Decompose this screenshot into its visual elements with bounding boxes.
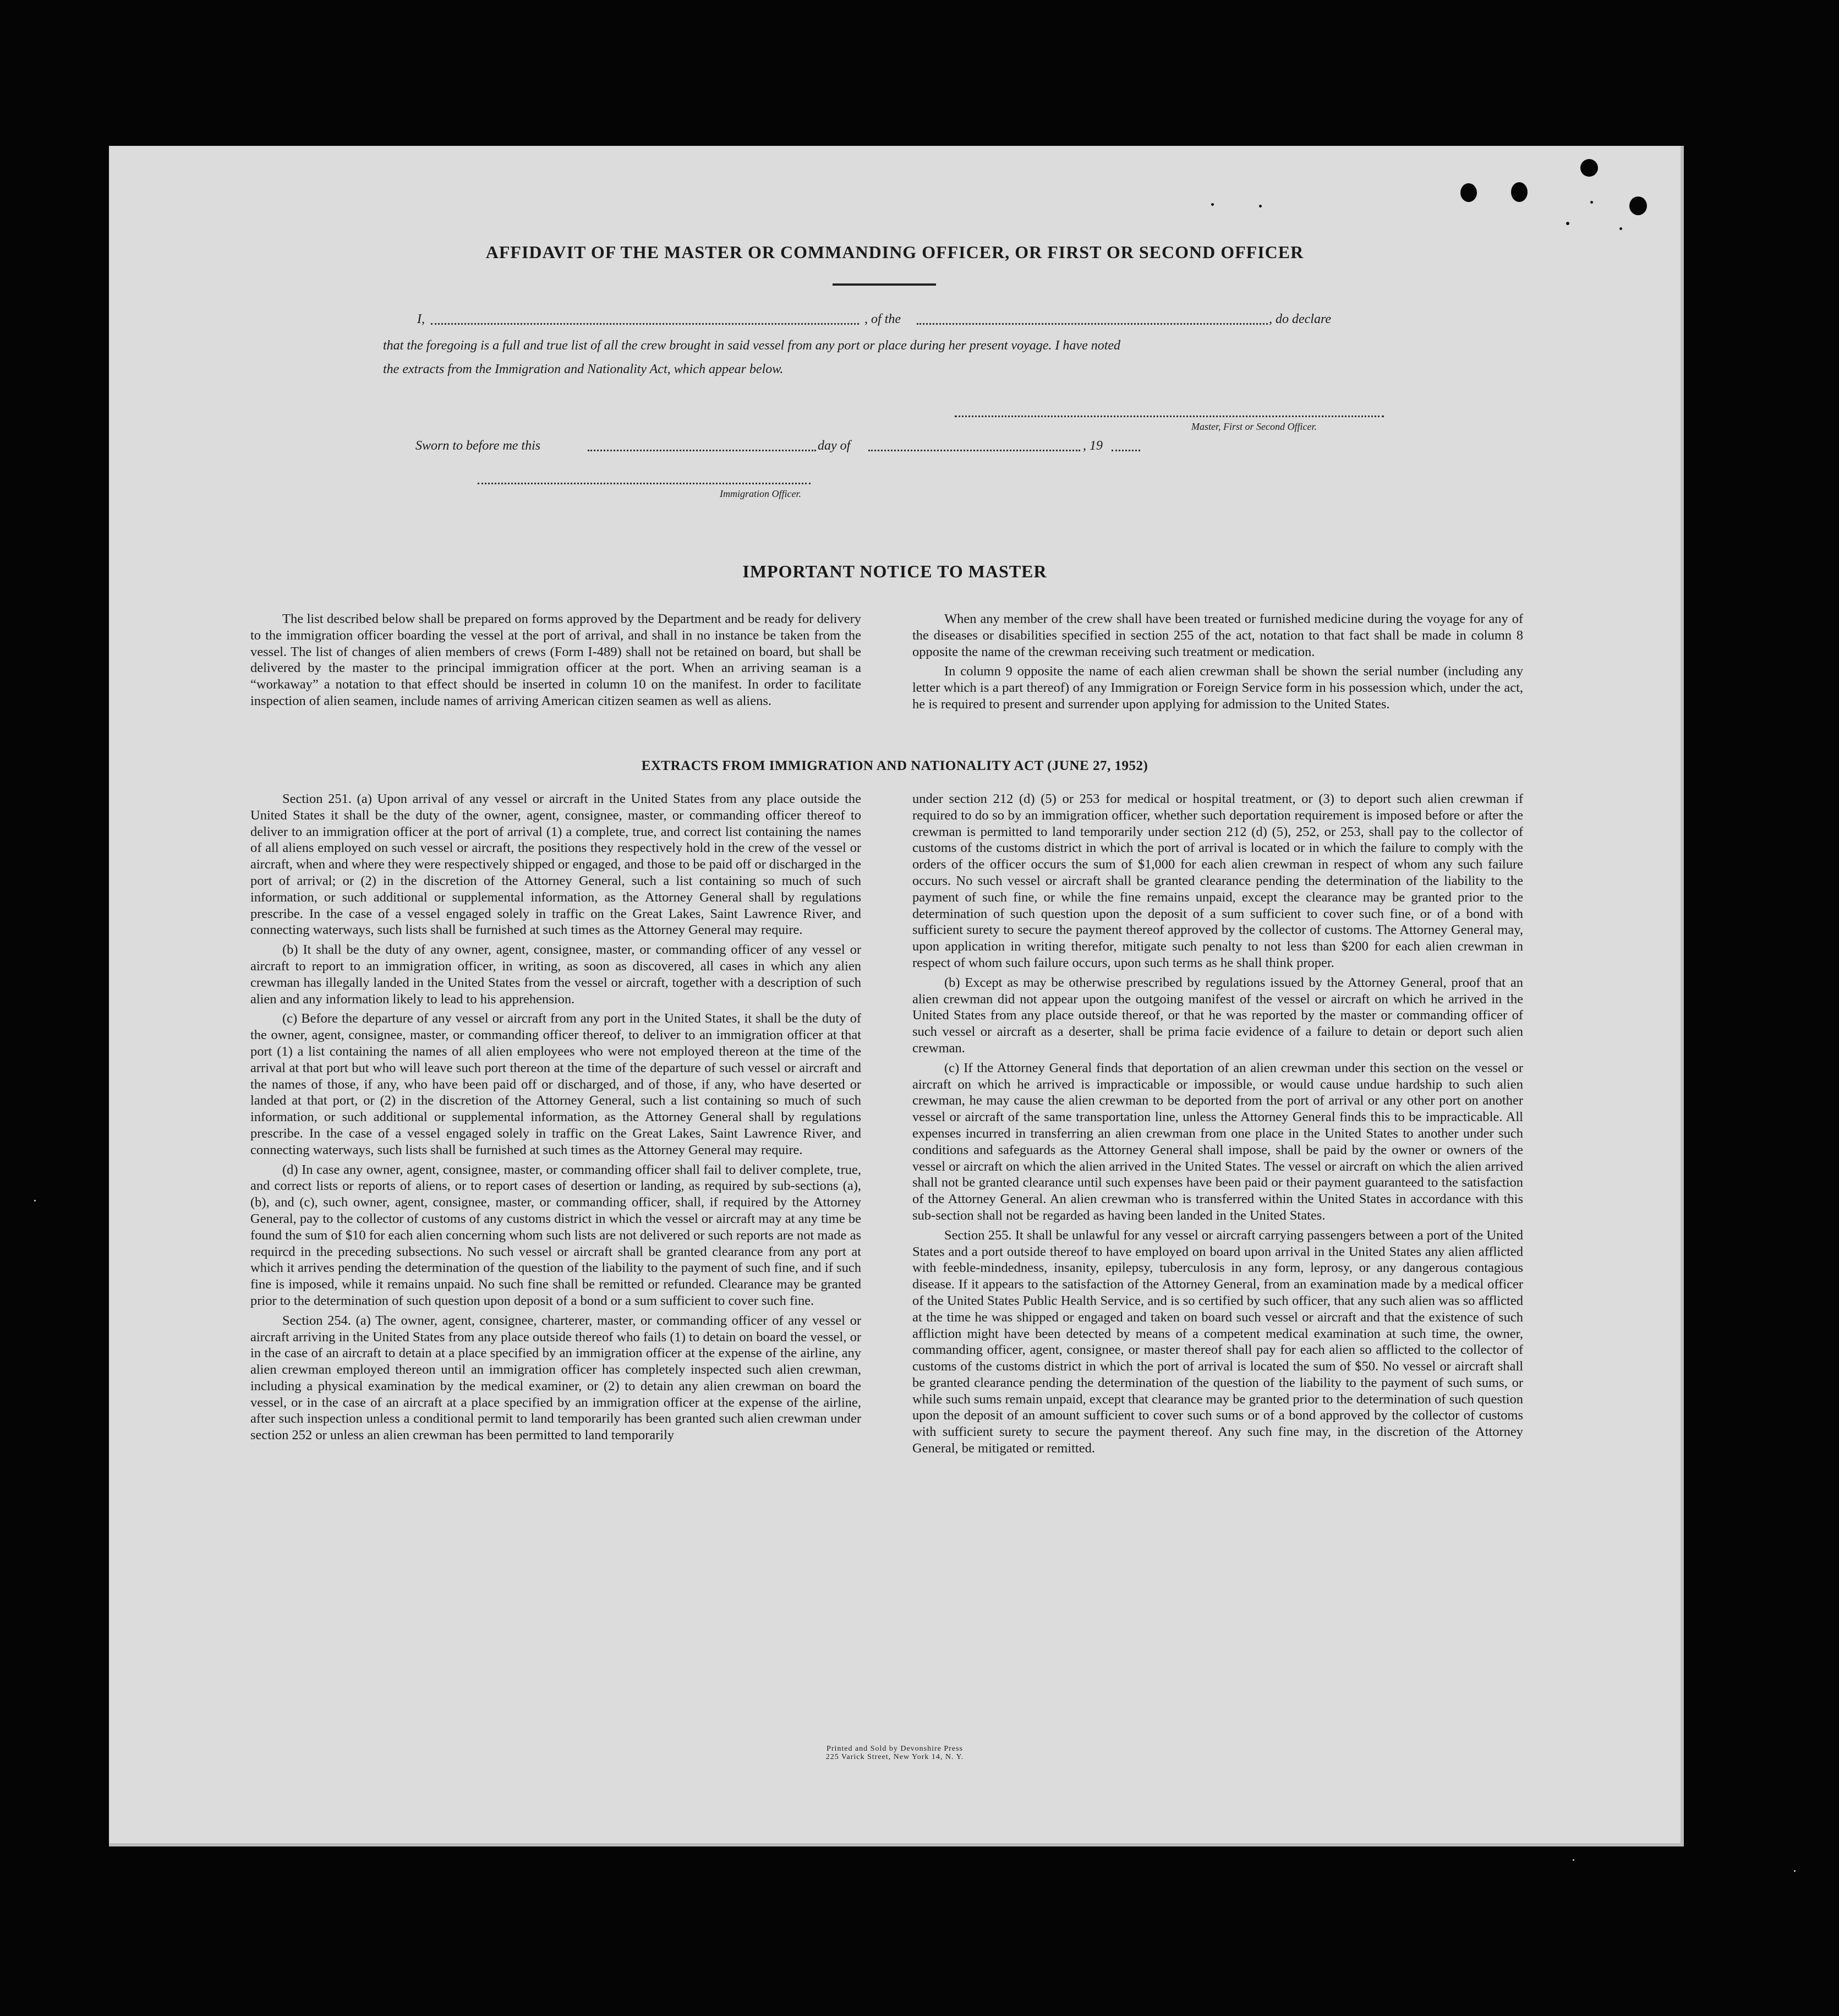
vessel-name-field[interactable] (917, 323, 1268, 325)
punch-hole (1580, 159, 1598, 177)
declarant-label: I, (417, 312, 425, 326)
punch-hole (1629, 196, 1647, 215)
do-declare-label: , do declare (1269, 312, 1332, 326)
background-speck (34, 1200, 36, 1201)
ink-speck (1590, 201, 1593, 204)
section-254a-continued-paragraph: under section 212 (d) (5) or 253 for medical or hospital treatment, or (3) to deport such alien crewman if required to do so by an immigration officer, whether such deportation requirement is imposed before or after the crewman is permitted to land temporarily under section 212 (d) (5), 252, or 253, shall pay to the collector of customs of the customs district in which the port of arrival is located or in which the failure to comply with the orders of the officer occurs the sum of $1,000 for each alien crewman in respect of whom any such failure occurs. No such vessel or aircraft shall be granted clearance pending the determination of the liability to the payment of such fine, or while the fine remains unpaid, except the clearance may be granted prior to the determination of such question upon the deposit of a sum sufficient to cover such fine, or of a bond with sufficient surety to secure the payment thereof approved by the collector of customs. The Attorney General may, upon application in writing therefor, mitigate such penalty to not less than $200 for each alien crewman in respect of whom such failure occurs, upon such terms as he shall think proper. (912, 791, 1523, 970)
printer-line-2: 225 Varick Street, New York 14, N. Y. (825, 1753, 964, 1761)
declaration-text-line-2: that the foregoing is a full and true list of all the crew brought in said vessel from any port or place during her present voyage. I have noted (383, 338, 1121, 353)
immigration-officer-label: Immigration Officer. (720, 488, 801, 499)
of-the-label: , of the (864, 312, 901, 326)
affidavit-title: AFFIDAVIT OF THE MASTER OR COMMANDING OFFICER, OR FIRST OR SECOND OFFICER (485, 242, 1304, 262)
ink-speck (1259, 205, 1262, 207)
immigration-officer-signature-field[interactable] (478, 483, 811, 484)
punch-hole (1511, 182, 1528, 202)
master-signature-field[interactable] (955, 416, 1384, 417)
extracts-right-column (912, 791, 1523, 1457)
declarant-name-field[interactable] (431, 323, 859, 325)
notice-paragraph: In column 9 opposite the name of each alien crewman shall be shown the serial number (including any letter which is a part thereof) of any Immigration or Foreign Service form in his possession which, under the act, he is required to present and surrender upon applying for admission to the United States. (912, 664, 1523, 712)
declaration-text-line-3: the extracts from the Immigration and Nationality Act, which appear below. (383, 362, 784, 376)
sworn-month-field[interactable] (868, 450, 1080, 451)
section-251c-paragraph: (c) Before the departure of any vessel or aircraft from any port in the United States, it shall be the duty of the owner, agent, consignee, master, or commanding officer thereof, to deliver to an immigration officer at that port (1) a list containing the names of all alien employees who were not employed thereon at the time of the arrival at that port but who will leave such port thereon at the time of the departure of such vessel or aircraft and the names of those, if any, who have been paid off or discharged, and of those, if any, who have deserted or landed at that port, or (2) in the discretion of the Attorney General, such a list containing so much of such information, or such additional or supplemental information, as the Attorney General shall by regulations prescribe. In the case of a vessel engaged solely in traffic on the Great Lakes, Saint Lawrence River, and connecting waterways, such lists shall be furnished at such times as the Attorney General may require. (250, 1011, 861, 1157)
day-of-label: day of (818, 439, 851, 453)
sworn-year-field[interactable] (1112, 450, 1140, 451)
year-label: , 19 (1083, 439, 1103, 453)
section-254c-paragraph: (c) If the Attorney General finds that deportation of an alien crewman under this section on the vessel or aircraft on which he arrived is impracticable or impossible, or would cause undue hardship to such alien crewman, he may cause the alien crewman to be deported from the port of arrival or any other port on another vessel or aircraft of the same transportation line, unless the Attorney General finds this to be impracticable. All expenses incurred in transferring an alien crewman from one place in the United States to another under such conditions and safeguards as the Attorney General shall impose, shall be paid by the owner or owners of the vessel or aircraft on which the alien arrived in the United States. The vessel or aircraft on which the alien arrived shall not be granted clearance until such expenses have been paid or their payment guaranteed to the satisfaction of the Attorney General. An alien crewman who is transferred within the United States in accordance with this sub-section shall not be regarded as having been landed in the United States. (912, 1060, 1523, 1223)
notice-paragraph: The list described below shall be prepared on forms approved by the Department and be ready for delivery to the immigration officer boarding the vessel at the port of arrival, and shall in no instance be taken from the vessel. The list of changes of alien members of crews (Form I-489) shall not be retained on board, but shall be delivered by the master to the principal immigration officer at the port. When an arriving seaman is a “workaway” a notation to that effect should be inserted in column 10 on the manifest. In order to facilitate inspection of alien seamen, include names of arriving American citizen seamen as well as aliens. (250, 611, 861, 708)
master-signature-label: Master, First or Second Officer. (1191, 421, 1317, 432)
notice-title: IMPORTANT NOTICE TO MASTER (742, 561, 1047, 581)
section-251d-paragraph: (d) In case any owner, agent, consignee, master, or commanding officer shall fail to deliver complete, true, and correct lists or reports of aliens, or to report cases of desertion or landing, as required by sub-sections (a), (b), and (c), such owner, agent, consignee, master, or commanding officer, shall, if required by the Attorney General, pay to the collector of customs of any customs district in which the vessel or aircraft may at any time be found the sum of $10 for each alien concerning whom such lists are not delivered or such reports are not made as requircd in the preceding subsections. No such vessel or aircraft shall be granted clearance from any port at which it arrives pending the determination of the question of the liability to the payment of such fine, and if such fine is imposed, while it remains unpaid. No such fine shall be remitted or refunded. Clearance may be granted prior to the determination of such question upon deposit of a bond or a sum sufficient to cover such fine. (250, 1162, 861, 1308)
notice-paragraph: When any member of the crew shall have been treated or furnished medicine during the voyage for any of the diseases or disabilities specified in section 255 of the act, notation to that fact shall be made in column 8 opposite the name of the crewman receiving such treatment or medication. (912, 611, 1523, 659)
ink-speck (1211, 203, 1214, 206)
extracts-title: EXTRACTS FROM IMMIGRATION AND NATIONALITY ACT (JUNE 27, 1952) (641, 758, 1148, 773)
extracts-left-column (250, 791, 861, 1444)
section-254a-paragraph: Section 254. (a) The owner, agent, consignee, charterer, master, or commanding officer of any vessel or aircraft arriving in the United States from any place outside thereof who fails (1) to detain on board the vessel, or in the case of an aircraft to detain at a place specified by an immigration officer at the expense of the airline, any alien crewman employed thereon until an immigration officer has completely inspected such alien crewman, including a physical examination by the medical examiner, or (2) to detain any alien crewman on board the vessel, or in the case of an aircraft at a place specified by an immigration officer at the expense of the airline, after such inspection unless a conditional permit to land temporarily has been granted such alien crewman under section 252 or unless an alien crewman has been permitted to land temporarily (250, 1313, 861, 1443)
notice-right-column (912, 611, 1523, 713)
notice-left-column (250, 611, 861, 709)
background-speck (1573, 1859, 1574, 1861)
section-251a-paragraph: Section 251. (a) Upon arrival of any vessel or aircraft in the United States from any place outside the United States it shall be the duty of the owner, agent, consignee, master, or commanding officer thereof to deliver to an immigration officer at the port of arrival (1) a complete, true, and correct list containing the names of all aliens employed on such vessel or aircraft, the positions they respectively hold in the crew of the vessel or aircraft, when and where they were respectively shipped or engaged, and those to be paid off or discharged in the port of arrival; or (2) in the discretion of the Attorney General, such a list containing so much of such information, or such additional or supplemental information, as the Attorney General shall by regulations prescribe. In the case of a vessel engaged solely in traffic on the Great Lakes, Saint Lawrence River, and connecting waterways, such lists shall be furnished at such times as the Attorney General may require. (250, 791, 861, 938)
printer-imprint (109, 1745, 1681, 1761)
background-speck (1794, 1870, 1796, 1872)
sworn-day-field[interactable] (588, 450, 816, 451)
document-page (109, 146, 1684, 1846)
ink-speck (1619, 227, 1622, 230)
punch-hole (1460, 183, 1477, 202)
ink-speck (1566, 222, 1569, 225)
sworn-label: Sworn to before me this (415, 439, 541, 453)
section-255-paragraph: Section 255. It shall be unlawful for any vessel or aircraft carrying passengers between a port of the United States and a port outside thereof to have employed on board upon arrival in the United States any alien afflicted with feeble-mindedness, insanity, epilepsy, tuberculosis in any form, leprosy, or any dangerous contagious disease. If it appears to the satisfaction of the Attorney General, from an examination made by a medical officer of the United States Public Health Service, and is so certified by such officer, that any such alien was so afflicted at the time he was shipped or engaged and taken on board such vessel or aircraft and that the existence of such affliction might have been detected by means of a competent medical examination at such time, the owner, commanding officer, agent, consignee, or master thereof shall pay for each alien so afflicted to the collector of customs of the customs district in which the port of arrival is located the sum of $50. No vessel or aircraft shall be granted clearance pending the determination of the question of the liability to the payment of such sums, or while such sums remain unpaid, except that clearance may be granted prior to the determination of such question upon the deposit of an amount sufficient to cover such sums or of a bond approved by the collector of customs with sufficient surety to secure the payment thereof. Any such fine may, in the discretion of the Attorney General, be mitigated or remitted. (912, 1227, 1523, 1456)
title-divider (833, 283, 936, 286)
printer-line-1: Printed and Sold by Devonshire Press (827, 1745, 963, 1753)
section-254b-paragraph: (b) Except as may be otherwise prescribed by regulations issued by the Attorney General, proof that an alien crewman did not appear upon the outgoing manifest of the vessel or aircraft on which he arrived in the United States from any place outside thereof, or that he was reported by the master or commanding officer of such vessel or aircraft as a deserter, shall be prima facie evidence of a failure to detain or deport such alien crewman. (912, 975, 1523, 1056)
section-251b-paragraph: (b) It shall be the duty of any owner, agent, consignee, master, or commanding officer of any vessel or aircraft to report to an immigration officer, in writing, as soon as discovered, all cases in which any alien crewman has illegally landed in the United States from the vessel or aircraft, together with a description of such alien and any information likely to lead to his apprehension. (250, 942, 861, 1007)
